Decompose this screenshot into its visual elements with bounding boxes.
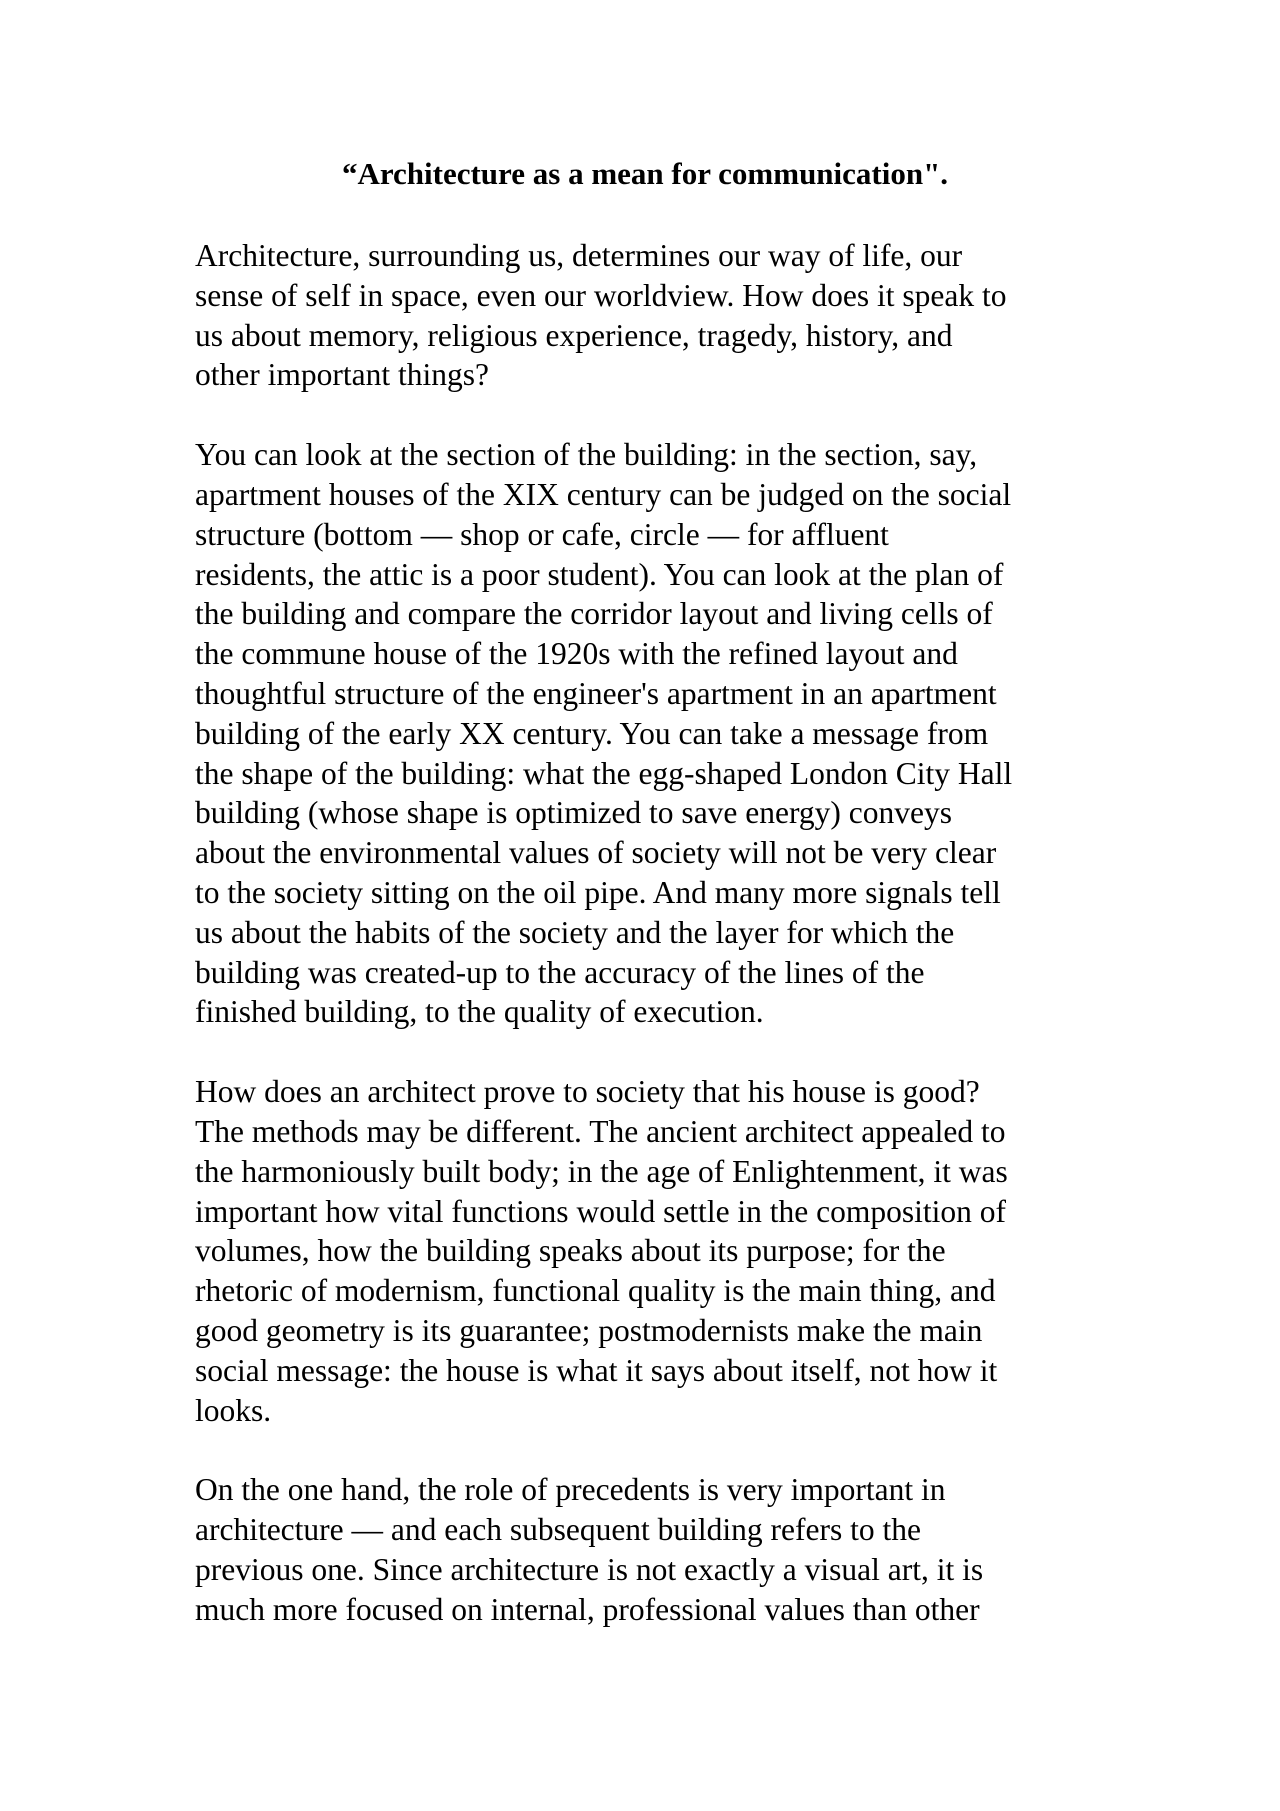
text-line: residents, the attic is a poor student). You can look at the plan of <box>195 556 1004 592</box>
paragraph-3 <box>195 1072 1100 1430</box>
text-line: important how vital functions would settle in the composition of <box>195 1193 1007 1229</box>
text-line: finished building, to the quality of execution. <box>195 994 764 1030</box>
text-line: rhetoric of modernism, functional quality is the main thing, and <box>195 1273 996 1309</box>
text-line: architecture — and each subsequent building refers to the <box>195 1512 921 1548</box>
text-line: structure (bottom — shop or cafe, circle — for affluent <box>195 516 889 552</box>
text-line: previous one. Since architecture is not exactly a visual art, it is <box>195 1551 984 1587</box>
text-line: building of the early XX century. You can take a message from <box>195 715 989 751</box>
text-line: How does an architect prove to society that his house is good? <box>195 1074 980 1110</box>
text-line: us about memory, religious experience, tragedy, history, and <box>195 317 953 353</box>
text-line: the building and compare the corridor layout and living cells of <box>195 596 993 632</box>
text-line: about the environmental values of society will not be very clear <box>195 835 997 871</box>
text-line: good geometry is its guarantee; postmodernists make the main <box>195 1312 983 1348</box>
text-line: looks. <box>195 1392 272 1428</box>
text-line: other important things? <box>195 357 489 393</box>
text-line: The methods may be different. The ancient architect appealed to <box>195 1113 1006 1149</box>
document-title: “Architecture as a mean for communication". <box>341 156 949 191</box>
document-body <box>195 236 1100 1670</box>
paragraph-1 <box>195 236 1100 395</box>
text-line: the shape of the building: what the egg-shaped London City Hall <box>195 755 1013 791</box>
text-line: social message: the house is what it says about itself, not how it <box>195 1352 998 1388</box>
text-line: building (whose shape is optimized to save energy) conveys <box>195 795 952 831</box>
text-line: building was created-up to the accuracy of the lines of the <box>195 954 925 990</box>
text-line: thoughtful structure of the engineer's apartment in an apartment <box>195 675 997 711</box>
text-line: sense of self in space, even our worldview. How does it speak to <box>195 277 1007 313</box>
text-line: volumes, how the building speaks about its purpose; for the <box>195 1233 946 1269</box>
text-line: Architecture, surrounding us, determines our way of life, our <box>195 238 963 273</box>
text-line: us about the habits of the society and the layer for which the <box>195 914 955 950</box>
text-line: apartment houses of the XIX century can be judged on the social <box>195 476 1012 512</box>
text-line: to the society sitting on the oil pipe. And many more signals tell <box>195 874 1001 910</box>
text-line: On the one hand, the role of precedents is very important in <box>195 1472 946 1508</box>
paragraph-4 <box>195 1470 1100 1629</box>
paragraph-2 <box>195 435 1100 1032</box>
text-line: the commune house of the 1920s with the refined layout and <box>195 636 958 672</box>
text-line: You can look at the section of the building: in the section, say, <box>195 437 978 473</box>
text-line: the harmoniously built body; in the age of Enlightenment, it was <box>195 1153 1008 1189</box>
text-line: much more focused on internal, professional values than other <box>195 1591 980 1627</box>
